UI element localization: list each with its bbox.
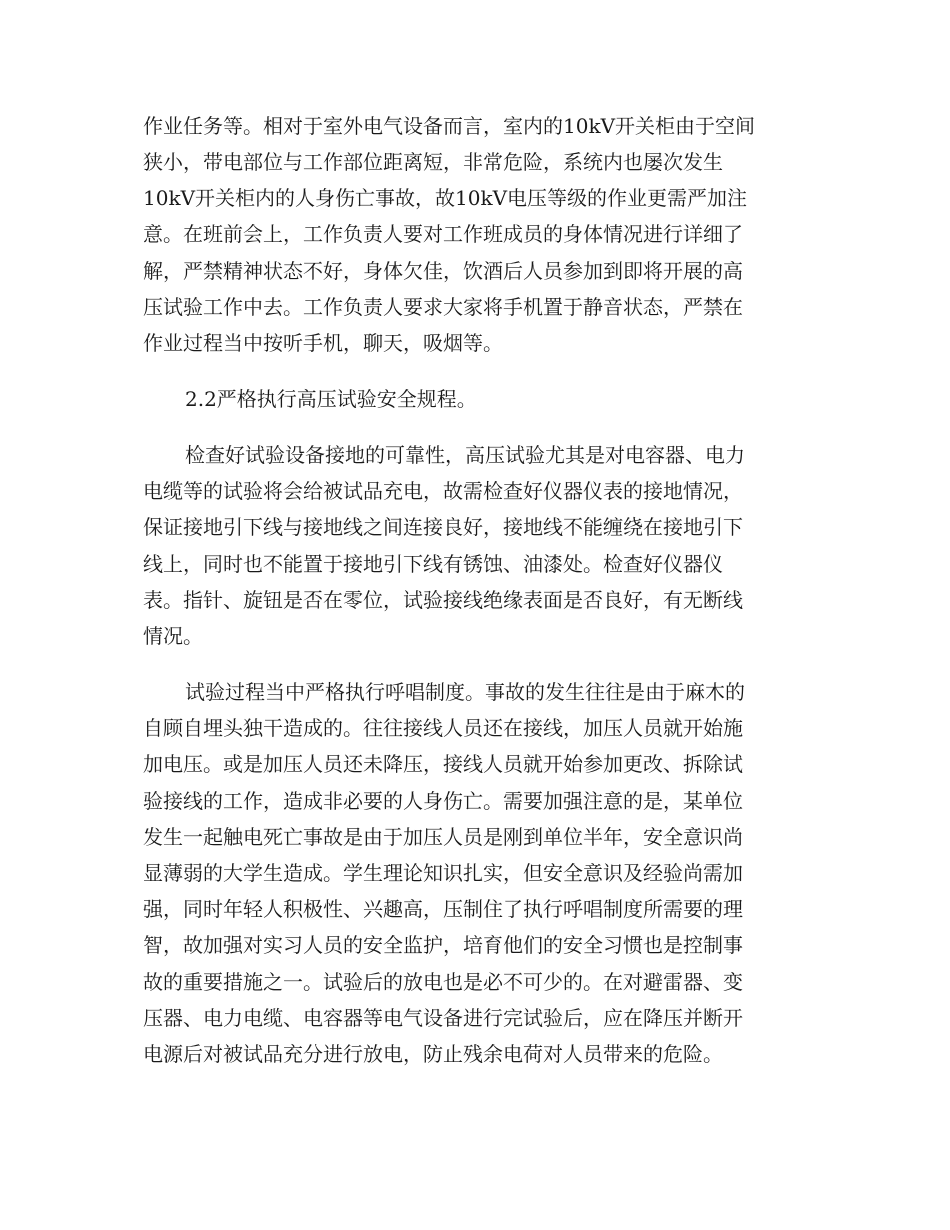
text-line: 狭小，带电部位与工作部位距离短，非常危险，系统内也屡次发生	[143, 150, 723, 174]
text-line: 显薄弱的大学生造成。学生理论知识扎实，但安全意识及经验尚需加	[143, 861, 743, 885]
section-heading: 2.2严格执行高压试验安全规程。	[185, 387, 477, 411]
text-line: 验接线的工作，造成非必要的人身伤亡。需要加强注意的是，某单位	[143, 789, 743, 813]
text-line: 试验过程当中严格执行呼唱制度。事故的发生往往是由于麻木的	[185, 680, 745, 704]
text-line: 智，故加强对实习人员的安全监护，培育他们的安全习惯也是控制事	[143, 933, 743, 957]
text-line: 表。指针、旋钮是否在零位，试验接线绝缘表面是否良好，有无断线	[143, 588, 743, 612]
text-line: 自顾自埋头独干造成的。往往接线人员还在接线，加压人员就开始施	[143, 716, 743, 740]
text-line: 发生一起触电死亡事故是由于加压人员是刚到单位半年，安全意识尚	[143, 825, 743, 849]
text-line: 压试验工作中去。工作负责人要求大家将手机置于静音状态，严禁在	[143, 295, 743, 319]
text-line: 压器、电力电缆、电容器等电气设备进行完试验后，应在降压并断开	[143, 1006, 743, 1030]
text-line: 线上，同时也不能置于接地引下线有锈蚀、油漆处。检查好仪器仪	[143, 552, 723, 576]
text-line: 加电压。或是加压人员还未降压，接线人员就开始参加更改、拆除试	[143, 752, 743, 776]
text-line: 意。在班前会上，工作负责人要对工作班成员的身体情况进行详细了	[143, 222, 743, 246]
text-line: 检查好试验设备接地的可靠性，高压试验尤其是对电容器、电力	[185, 443, 745, 467]
text-line: 保证接地引下线与接地线之间连接良好，接地线不能缠绕在接地引下	[143, 515, 743, 539]
text-line: 故的重要措施之一。试验后的放电也是必不可少的。在对避雷器、变	[143, 970, 743, 994]
text-line: 10kV开关柜内的人身伤亡事故，故10kV电压等级的作业更需严加注	[143, 186, 748, 210]
text-line: 电源后对被试品充分进行放电，防止残余电荷对人员带来的危险。	[143, 1042, 723, 1066]
text-line: 作业过程当中按听手机，聊天，吸烟等。	[143, 331, 503, 355]
text-line: 电缆等的试验将会给被试品充电，故需检查好仪器仪表的接地情况，	[143, 479, 743, 503]
text-line: 情况。	[143, 624, 203, 648]
text-line: 解，严禁精神状态不好，身体欠佳，饮酒后人员参加到即将开展的高	[143, 259, 743, 283]
text-line: 强，同时年轻人积极性、兴趣高，压制住了执行呼唱制度所需要的理	[143, 897, 743, 921]
text-line: 作业任务等。相对于室外电气设备而言，室内的10kV开关柜由于空间	[143, 114, 756, 138]
